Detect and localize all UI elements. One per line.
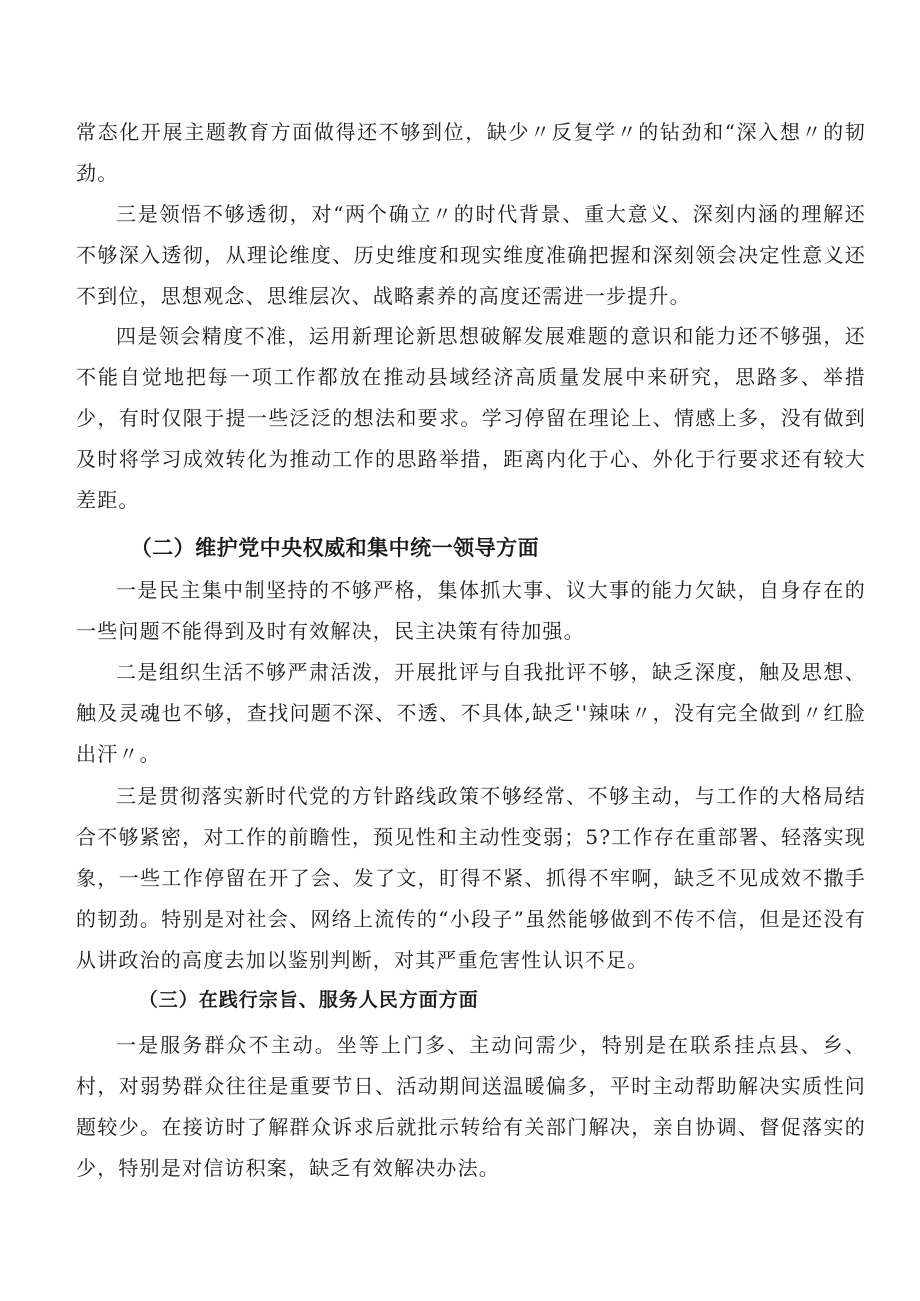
section-three-heading: （三）在践行宗旨、服务人民方面方面 <box>138 989 479 1011</box>
paragraph-continued: 常态化开展主题教育方面做得还不够到位，缺少〃反复学〃的钻劲和“深入想〃的韧劲。 <box>76 120 866 185</box>
paragraph-point-four: 四是领会精度不准，运用新理论新思想破解发展难题的意识和能力还不够强，还不能自觉地把每一项工作都放在推动县域经济高质量发展中来研究，思路多、举措少，有时仅限于提一些泛泛的想法和要求。学习停留在理论上、情感上多，没有做到及时将学习成效转化为推动工作的思路举措，距离内化于心、外化于行要求还有较大差距。 <box>76 324 866 512</box>
section-two-heading: （二）维护党中央权威和集中统一领导方面 <box>130 536 540 560</box>
section-two-point-two: 二是组织生活不够严肃活泼，开展批评与自我批评不够，缺乏深度，触及思想、触及灵魂也不够，查找问题不深、不透、不具体,缺乏''辣味〃，没有完全做到〃红脸出汗〃。 <box>76 660 866 766</box>
section-two-point-one: 一是民主集中制坚持的不够严格，集体抓大事、议大事的能力欠缺，自身存在的一些问题不能得到及时有效解决，民主决策有待加强。 <box>76 578 866 643</box>
section-three-point-one: 一是服务群众不主动。坐等上门多、主动问需少，特别是在联系挂点县、乡、村，对弱势群众往往是重要节日、活动期间送温暖偏多，平时主动帮助解决实质性问题较少。在接访时了解群众诉求后就批示转给有关部门解决，亲自协调、督促落实的少，特别是对信访积案，缺乏有效解决办法。 <box>76 1033 866 1180</box>
section-two-point-three: 三是贯彻落实新时代党的方针路线政策不够经常、不够主动，与工作的大格局结合不够紧密，对工作的前瞻性，预见性和主动性变弱；5?工作存在重部署、轻落实现象，一些工作停留在开了会、发了文，盯得不紧、抓得不牢啊，缺乏不见成效不撒手的韧劲。特别是对社会、网络上流传的“小段子”虽然能够做到不传不信，但是还没有从讲政治的高度去加以鉴别判断，对其严重危害性认识不足。 <box>76 784 866 972</box>
paragraph-point-three: 三是领悟不够透彻，对“两个确立〃的时代背景、重大意义、深刻内涵的理解还不够深入透彻，从理论维度、历史维度和现实维度准确把握和深刻领会决定性意义还不到位，思想观念、思维层次、战略素养的高度还需进一步提升。 <box>76 202 866 308</box>
